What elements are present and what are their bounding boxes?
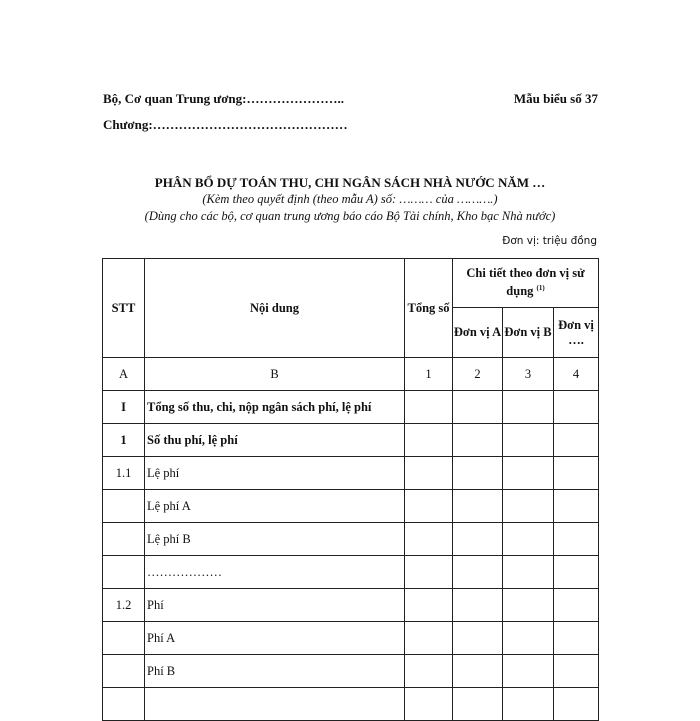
row-stt bbox=[103, 622, 145, 655]
footnote-marker: (1) bbox=[536, 284, 545, 293]
row-stt bbox=[103, 688, 145, 721]
row-total-cell bbox=[405, 523, 453, 556]
row-unit-b-cell bbox=[503, 589, 554, 622]
row-content: ……………… bbox=[145, 556, 405, 589]
row-unit-a-cell bbox=[453, 391, 503, 424]
row-content: Phí B bbox=[145, 655, 405, 688]
row-stt bbox=[103, 523, 145, 556]
row-total-cell bbox=[405, 457, 453, 490]
row-total-cell bbox=[405, 391, 453, 424]
header-total: Tổng số bbox=[405, 259, 453, 358]
row-content: Phí bbox=[145, 589, 405, 622]
table-row bbox=[103, 391, 599, 424]
header-unit-other: Đơn vị …. bbox=[554, 308, 599, 358]
row-unit-other-cell bbox=[554, 589, 599, 622]
row-unit-other-cell bbox=[554, 391, 599, 424]
table-row bbox=[103, 589, 599, 622]
row-total-cell bbox=[405, 589, 453, 622]
row-content: Lệ phí B bbox=[145, 523, 405, 556]
row-unit-a-cell bbox=[453, 490, 503, 523]
row-unit-a-cell bbox=[453, 688, 503, 721]
row-unit-a-cell bbox=[453, 523, 503, 556]
title-block bbox=[100, 174, 600, 225]
table-row bbox=[103, 655, 599, 688]
row-unit-a-cell bbox=[453, 556, 503, 589]
row-total-cell bbox=[405, 622, 453, 655]
row-stt: I bbox=[103, 391, 145, 424]
row-unit-b-cell bbox=[503, 490, 554, 523]
row-stt: 1 bbox=[103, 424, 145, 457]
row-unit-b-cell bbox=[503, 457, 554, 490]
row-total-cell bbox=[405, 490, 453, 523]
row-unit-b-cell bbox=[503, 688, 554, 721]
document-title: PHÂN BỔ DỰ TOÁN THU, CHI NGÂN SÁCH NHÀ NƯỚC NĂM … bbox=[154, 175, 546, 190]
row-content: Số thu phí, lệ phí bbox=[145, 424, 405, 457]
row-unit-other-cell bbox=[554, 457, 599, 490]
document-subtitle-2: (Dùng cho các bộ, cơ quan trung ương báo cáo Bộ Tài chính, Kho bạc Nhà nước) bbox=[144, 209, 556, 223]
code-cell: 2 bbox=[453, 358, 503, 391]
row-stt bbox=[103, 490, 145, 523]
row-total-cell bbox=[405, 424, 453, 457]
row-unit-b-cell bbox=[503, 655, 554, 688]
row-unit-a-cell bbox=[453, 457, 503, 490]
header-content: Nội dung bbox=[145, 259, 405, 358]
code-cell: 1 bbox=[405, 358, 453, 391]
row-unit-other-cell bbox=[554, 655, 599, 688]
row-content: Phí A bbox=[145, 622, 405, 655]
table-row bbox=[103, 688, 599, 721]
row-unit-other-cell bbox=[554, 490, 599, 523]
table-body bbox=[103, 358, 599, 721]
table-row bbox=[103, 490, 599, 523]
table-row bbox=[103, 523, 599, 556]
row-unit-a-cell bbox=[453, 655, 503, 688]
budget-table bbox=[102, 258, 599, 721]
header-detail-text: Chi tiết theo đơn vị sử dụng bbox=[466, 266, 585, 299]
row-total-cell bbox=[405, 556, 453, 589]
agency-label: Bộ, Cơ quan Trung ương:………………….. bbox=[103, 91, 344, 106]
code-cell: 4 bbox=[554, 358, 599, 391]
row-unit-a-cell bbox=[453, 424, 503, 457]
row-content: Tổng số thu, chi, nộp ngân sách phí, lệ phí bbox=[145, 391, 405, 424]
table-row bbox=[103, 556, 599, 589]
row-total-cell bbox=[405, 655, 453, 688]
row-content: Lệ phí A bbox=[145, 490, 405, 523]
row-unit-b-cell bbox=[503, 523, 554, 556]
row-unit-other-cell bbox=[554, 523, 599, 556]
code-cell: B bbox=[145, 358, 405, 391]
row-unit-b-cell bbox=[503, 622, 554, 655]
row-unit-b-cell bbox=[503, 391, 554, 424]
code-cell: A bbox=[103, 358, 145, 391]
header-unit-b: Đơn vị B bbox=[503, 308, 554, 358]
row-unit-b-cell bbox=[503, 424, 554, 457]
row-stt bbox=[103, 556, 145, 589]
row-stt: 1.2 bbox=[103, 589, 145, 622]
row-stt bbox=[103, 655, 145, 688]
header-unit-a: Đơn vị A bbox=[453, 308, 503, 358]
form-number: Mẫu biểu số 37 bbox=[513, 91, 598, 106]
row-unit-a-cell bbox=[453, 622, 503, 655]
chapter-label: Chương:……………………………………… bbox=[103, 117, 348, 132]
header-detail bbox=[453, 259, 599, 308]
row-unit-b-cell bbox=[503, 556, 554, 589]
row-content: Lệ phí bbox=[145, 457, 405, 490]
header-stt: STT bbox=[103, 259, 145, 358]
table-row bbox=[103, 457, 599, 490]
unit-label: Đơn vị: triệu đồng bbox=[502, 235, 597, 247]
row-content bbox=[145, 688, 405, 721]
row-unit-other-cell bbox=[554, 622, 599, 655]
row-total-cell bbox=[405, 688, 453, 721]
column-code-row bbox=[103, 358, 599, 391]
row-unit-other-cell bbox=[554, 556, 599, 589]
row-stt: 1.1 bbox=[103, 457, 145, 490]
row-unit-other-cell bbox=[554, 688, 599, 721]
table-row bbox=[103, 622, 599, 655]
document-subtitle-1: (Kèm theo quyết định (theo mẫu A) số: ……… của ……….) bbox=[202, 192, 498, 206]
row-unit-a-cell bbox=[453, 589, 503, 622]
row-unit-other-cell bbox=[554, 424, 599, 457]
code-cell: 3 bbox=[503, 358, 554, 391]
table-row bbox=[103, 424, 599, 457]
